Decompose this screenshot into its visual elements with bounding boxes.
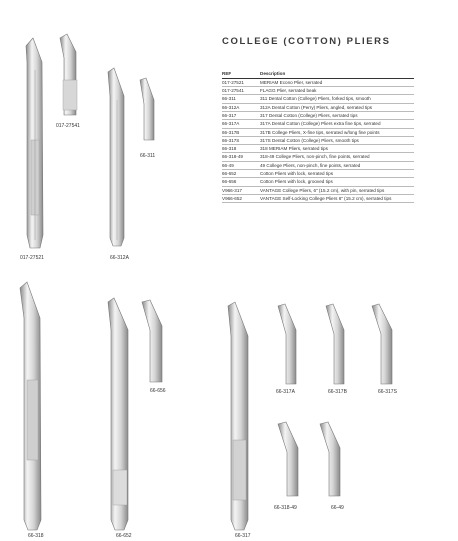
label-66-317A: 66-317A (276, 389, 295, 395)
table-header (222, 70, 414, 79)
label-66-317: 66-317 (235, 533, 251, 539)
label-017-27521: 017-27521 (20, 255, 44, 261)
table-row (222, 170, 414, 178)
plier-66-652-image (108, 298, 128, 530)
row-ref: 017-27521 (222, 79, 244, 85)
plier-66-317S-image (372, 304, 392, 384)
table-row (222, 195, 414, 203)
row-description: Cotton Pliers with lock, grooved tips (260, 179, 333, 185)
plier-66-317B-image (326, 304, 344, 384)
table-row (222, 187, 414, 195)
plier-66-49-image (320, 422, 340, 496)
label-66-317S: 66-317S (378, 389, 397, 395)
row-description: Cotton Pliers with lock, serrated tips (260, 171, 334, 177)
row-ref: 66-318-49 (222, 154, 243, 160)
table-row (222, 87, 414, 95)
plier-66-312A-image (108, 68, 124, 246)
plier-66-317A-image (278, 304, 296, 384)
row-description: MERIAM Econo Plier, serrated (260, 79, 323, 85)
row-description: 317A Dental Cotton (College) Pliers extra fine tips, serrated (260, 121, 381, 127)
plier-66-317-image (228, 302, 248, 530)
row-ref: 66-317 (222, 112, 237, 118)
plier-017-27541-image (60, 34, 77, 115)
plier-66-318-image (20, 282, 41, 530)
table-row (222, 137, 414, 145)
table-row (222, 129, 414, 137)
label-66-318-49: 66-318-49 (274, 505, 297, 511)
label-66-312A: 66-312A (110, 255, 129, 261)
row-description: 318-49 College Pliers, non-pinch, fine points, serrated (260, 154, 370, 160)
table-row (222, 95, 414, 103)
plier-017-27521-image (26, 38, 43, 248)
reference-table (222, 70, 414, 203)
table-row (222, 104, 414, 112)
table-row (222, 153, 414, 161)
row-description: 318 MERIAM Pliers, serrated tips (260, 146, 328, 152)
table-row (222, 178, 414, 186)
row-description: VANTAGE Self-Locking College Pliers 6" (15.2 cm), serrated tips (260, 195, 392, 201)
row-ref: 66-317A (222, 121, 240, 127)
table-row (222, 79, 414, 87)
row-ref: 66-317B (222, 129, 240, 135)
plier-66-656-image (142, 300, 162, 382)
label-66-652: 66-652 (116, 533, 132, 539)
row-ref: V966-652 (222, 195, 242, 201)
plier-66-318-49-image (278, 422, 298, 496)
row-description: VANTAGE College Pliers, 6" (15.2 cm), with pin, serrated tips (260, 187, 385, 193)
row-ref: 66-656 (222, 179, 237, 185)
row-description: 317S Dental Cotton (College) Pliers, smooth tips (260, 137, 359, 143)
row-ref: 017-27541 (222, 88, 244, 94)
row-ref: 66-311 (222, 96, 236, 102)
row-ref: 66-312A (222, 104, 240, 110)
table-row (222, 145, 414, 153)
label-017-27541: 017-27541 (56, 123, 80, 129)
label-66-656: 66-656 (150, 388, 166, 394)
row-ref: 66-652 (222, 171, 237, 177)
table-row (222, 112, 414, 120)
row-description: FLAGG Plier, serrated beak (260, 88, 317, 94)
plier-66-311-image (140, 78, 154, 140)
page-title: COLLEGE (COTTON) PLIERS (222, 36, 391, 47)
row-description: 312A Dental Cotton (Perry) Pliers, angled, serrated tips (260, 104, 373, 110)
row-ref: 66-317S (222, 137, 240, 143)
row-ref: 66-318 (222, 146, 237, 152)
label-66-311: 66-311 (140, 153, 156, 159)
table-row (222, 120, 414, 128)
row-description: 49 College Pliers, non-pinch, fine points, serrated (260, 162, 361, 168)
label-66-49: 66-49 (331, 505, 344, 511)
row-description: 317B College Pliers, X-fine tips, serrated w/long fine points (260, 129, 380, 135)
row-description: 311 Dental Cotton (College) Pliers, forked tips, smooth (260, 96, 371, 102)
row-ref: 66-49 (222, 162, 234, 168)
header-description: Description (260, 71, 286, 76)
row-ref: V966-317 (222, 187, 242, 193)
label-66-318: 66-318 (28, 533, 44, 539)
row-description: 317 Dental Cotton (College) Pliers, serrated tips (260, 112, 358, 118)
header-ref: REF (222, 71, 232, 76)
label-66-317B: 66-317B (328, 389, 347, 395)
table-row (222, 162, 414, 170)
